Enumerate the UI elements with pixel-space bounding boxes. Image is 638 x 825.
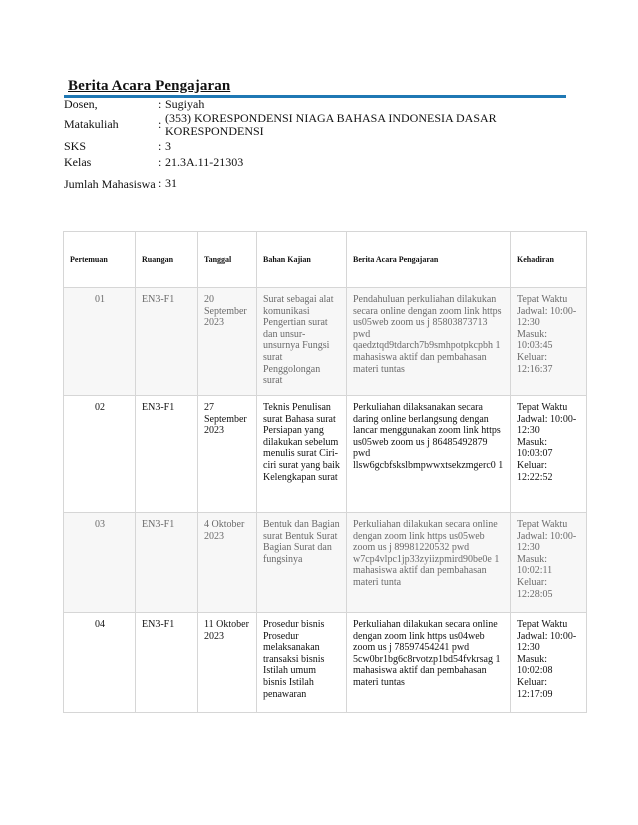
cell-ruangan: EN3-F1: [136, 396, 198, 513]
info-separator: :: [158, 154, 162, 169]
kehadiran-jadwal: Jadwal: 10:00-12:30: [517, 630, 577, 654]
header-bahan-kajian: Bahan Kajian: [257, 232, 347, 288]
info-value-dosen: Sugiyah: [165, 97, 205, 111]
table-row: [64, 613, 587, 713]
info-label-matakuliah: Matakuliah: [64, 117, 119, 131]
cell-pertemuan: 02: [64, 396, 136, 513]
header-pertemuan: Pertemuan: [64, 232, 136, 288]
header-ruangan: Ruangan: [136, 232, 198, 288]
cell-ruangan: EN3-F1: [136, 613, 198, 713]
cell-bahan-kajian: Prosedur bisnis Prosedur melaksanakan transaksi bisnis Istilah umum bisnis Istilah penawaran: [257, 613, 347, 713]
cell-kehadiran: [511, 396, 587, 513]
course-info: [64, 98, 564, 197]
table-header-row: [64, 232, 587, 288]
table-row: [64, 396, 587, 513]
info-row-matakuliah: [64, 111, 564, 138]
info-separator: :: [158, 117, 162, 131]
cell-berita-acara: Perkuliahan dilakukan secara online dengan zoom link https us04web zoom us j 78597454241 pwd 5cw0br1bg6c8rvotzp1bd54fvkrsag 1 mahasiswa aktif dan pembahasan materi tuntas: [347, 613, 511, 713]
cell-pertemuan: 01: [64, 288, 136, 396]
info-separator: :: [158, 176, 162, 190]
kehadiran-jadwal: Jadwal: 10:00-12:30: [517, 413, 577, 437]
cell-tanggal: 4 Oktober 2023: [198, 513, 257, 613]
kehadiran-status: Tepat Waktu: [517, 402, 568, 413]
cell-berita-acara: Perkuliahan dilaksanakan secara daring online berlangsung dengan lancar menggunakan zoom link https us05web zoom us j 86485492879 pwd llsw6gcbfskslbmpwwxtsekzmgerc0 1: [347, 396, 511, 513]
document-title: Berita Acara Pengajaran: [68, 78, 231, 94]
cell-pertemuan: 04: [64, 613, 136, 713]
cell-tanggal: 27 September 2023: [198, 396, 257, 513]
info-value-jumlah-mahasiswa: 31: [165, 176, 177, 190]
info-row-jumlah-mahasiswa: [64, 170, 564, 197]
info-separator: :: [158, 97, 162, 111]
cell-bahan-kajian: Bentuk dan Bagian surat Bentuk Surat Bagian Surat dan fungsinya: [257, 513, 347, 613]
info-label-dosen: Dosen,: [64, 97, 98, 111]
info-separator: :: [158, 138, 162, 153]
cell-kehadiran: [511, 513, 587, 613]
info-row-dosen: [64, 98, 564, 111]
cell-kehadiran: [511, 613, 587, 713]
info-value-matakuliah: (353) KORESPONDENSI NIAGA BAHASA INDONESIA DASAR KORESPONDENSI: [165, 110, 497, 138]
header-kehadiran: Kehadiran: [511, 232, 587, 288]
cell-berita-acara: Pendahuluan perkuliahan dilakukan secara online dengan zoom link https us05web zoom us j 85803873713 pwd qaedztqd9tdarch7b9smhpotpkcpbh 1 mahasiswa aktif dan pembahasan materi tuntas: [347, 288, 511, 396]
kehadiran-jadwal: Jadwal: 10:00-12:30: [517, 530, 577, 554]
info-value-kelas: 21.3A.11-21303: [165, 154, 244, 169]
kehadiran-status: Tepat Waktu: [517, 619, 568, 630]
kehadiran-masuk: Masuk: 10:03:45: [517, 328, 553, 352]
cell-kehadiran: [511, 288, 587, 396]
kehadiran-status: Tepat Waktu: [517, 519, 568, 530]
header-berita-acara: Berita Acara Pengajaran: [347, 232, 511, 288]
attendance-table: [63, 231, 587, 713]
info-row-kelas: [64, 154, 564, 170]
info-row-sks: [64, 138, 564, 154]
cell-berita-acara: Perkuliahan dilakukan secara online dengan zoom link https us05web zoom us j 89981220532 pwd w7cp4vlpc1jp33zyiizpmird90be0e 1 mahasiswa aktif dan pembahasan materi tunta: [347, 513, 511, 613]
info-value-sks: 3: [165, 138, 171, 153]
cell-tanggal: 11 Oktober 2023: [198, 613, 257, 713]
kehadiran-keluar: Keluar: 12:16:37: [517, 351, 553, 375]
cell-pertemuan: 03: [64, 513, 136, 613]
header-tanggal: Tanggal: [198, 232, 257, 288]
kehadiran-masuk: Masuk: 10:02:08: [517, 653, 553, 677]
kehadiran-keluar: Keluar: 12:28:05: [517, 576, 553, 600]
info-label-kelas: Kelas: [64, 154, 92, 169]
kehadiran-keluar: Keluar: 12:22:52: [517, 459, 553, 483]
cell-bahan-kajian: Surat sebagai alat komunikasi Pengertian surat dan unsur-unsurnya Fungsi surat Penggolongan surat: [257, 288, 347, 396]
table-row: [64, 288, 587, 396]
kehadiran-status: Tepat Waktu: [517, 294, 568, 305]
kehadiran-keluar: Keluar: 12:17:09: [517, 676, 553, 700]
cell-tanggal: 20 September 2023: [198, 288, 257, 396]
info-label-sks: SKS: [64, 138, 87, 153]
kehadiran-masuk: Masuk: 10:03:07: [517, 436, 553, 460]
table-row: [64, 513, 587, 613]
cell-ruangan: EN3-F1: [136, 288, 198, 396]
kehadiran-jadwal: Jadwal: 10:00-12:30: [517, 305, 577, 329]
cell-ruangan: EN3-F1: [136, 513, 198, 613]
cell-bahan-kajian: Teknis Penulisan surat Bahasa surat Persiapan yang dilakukan sebelum menulis surat Ciri-ciri surat yang baik Kelengkapan surat: [257, 396, 347, 513]
info-label-jumlah-mahasiswa: Jumlah Mahasiswa: [64, 176, 156, 191]
kehadiran-masuk: Masuk: 10:02:11: [517, 553, 553, 577]
